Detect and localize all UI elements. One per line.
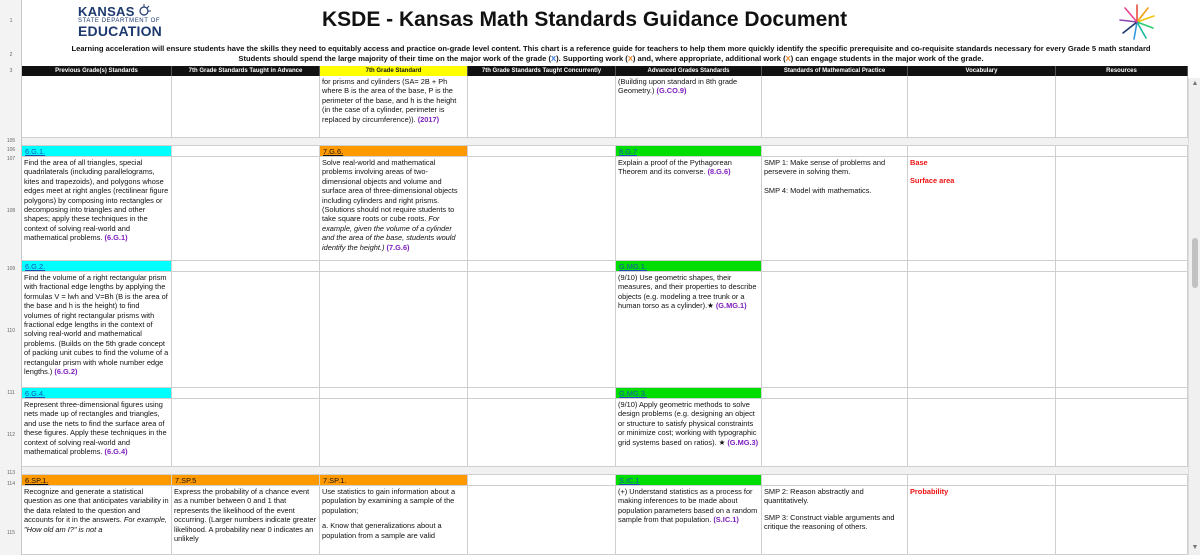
- column-header-smp[interactable]: Standards of Mathematical Practice: [762, 66, 908, 76]
- standard-text: for prisms and cylinders (SA= 2B + Ph where B is the area of the base, P is the perimeter of the base, and h is the height (in the case of a cylinder, perimeter is replaced by circumference)).: [322, 77, 457, 124]
- table-cell[interactable]: [320, 157, 468, 261]
- vertical-scrollbar[interactable]: [1188, 78, 1200, 555]
- table-cell[interactable]: [172, 261, 320, 272]
- spacer-row: [22, 138, 1188, 146]
- standard-tag[interactable]: 7.SP.5: [175, 476, 197, 485]
- table-cell[interactable]: [468, 76, 616, 138]
- scrollbar-thumb[interactable]: [1192, 238, 1198, 288]
- table-cell[interactable]: [22, 399, 172, 467]
- column-header-previous[interactable]: Previous Grade(s) Standards: [22, 66, 172, 76]
- standard-tag[interactable]: 6.G.1.: [25, 147, 46, 156]
- standard-tag[interactable]: 6.G.4.: [25, 389, 46, 398]
- standard-example: For example, given the volume of a cylinder and the area of the base, students would identify the height.): [322, 214, 456, 252]
- table-cell[interactable]: [320, 261, 468, 272]
- table-cell[interactable]: [468, 146, 616, 157]
- table-cell[interactable]: [1056, 157, 1188, 261]
- table-cell[interactable]: [320, 76, 468, 138]
- row-number[interactable]: 109: [6, 266, 16, 272]
- table-cell[interactable]: [616, 486, 762, 555]
- standard-code: (2017): [417, 114, 440, 124]
- table-cell[interactable]: [616, 146, 762, 157]
- table-cell[interactable]: [1056, 146, 1188, 157]
- intro-text: [22, 44, 1200, 66]
- table-cell[interactable]: [762, 388, 908, 399]
- table-cell[interactable]: [1056, 399, 1188, 467]
- table-cell[interactable]: [320, 399, 468, 467]
- row-number[interactable]: 110: [7, 328, 15, 334]
- vocab-term: Surface area: [910, 176, 955, 186]
- table-cell[interactable]: [762, 272, 908, 388]
- standard-tag[interactable]: 8.G.7: [619, 147, 638, 156]
- table-cell[interactable]: [908, 399, 1056, 467]
- table-cell[interactable]: [468, 486, 616, 555]
- table-cell[interactable]: [172, 272, 320, 388]
- logo-subtitle: STATE DEPARTMENT OF: [78, 18, 161, 24]
- standard-code: (G.MG.3): [727, 437, 759, 447]
- standard-text: Find the volume of a right rectangular prism with fractional edge lengths by applying the formulas V = lwh and V=Bh (B is the area of the base and h is the height) to find volumes of right rectangular prisms with fractional edge lengths in the context of solving real-world and mathematical problems. (Builds on the 5th grade concept of packing unit cubes to find the volume of a rectangular prism with whole number edge lengths.): [24, 273, 169, 377]
- table-cell[interactable]: [762, 486, 908, 555]
- standard-tag[interactable]: S.IC.1: [619, 476, 640, 485]
- table-cell[interactable]: [616, 399, 762, 467]
- standard-text: (9/10) Use geometric shapes, their measures, and their properties to describe objects (e.g. modeling a tree trunk or a human torso as a cylinder).★: [618, 273, 757, 311]
- table-cell[interactable]: [908, 272, 1056, 388]
- table-cell[interactable]: [320, 475, 468, 486]
- standard-tag[interactable]: 6.SP.1.: [25, 476, 49, 485]
- table-cell[interactable]: [22, 157, 172, 261]
- table-cell[interactable]: [320, 486, 468, 555]
- table-cell[interactable]: [616, 272, 762, 388]
- vocab-term: Base: [910, 158, 928, 167]
- table-cell[interactable]: [320, 388, 468, 399]
- intro-line-1: Learning acceleration will ensure students have the skills they need to equitably access and practice on-grade level content. This chart is a reference guide for teachers to help them more quickly identify the specific prerequisite and co-requisite standards necessary for every Grade 5 math standard: [71, 44, 1151, 53]
- starburst-icon: [1117, 2, 1157, 42]
- standard-text: (Building upon standard in 8th grade Geometry.): [618, 77, 738, 96]
- smp-item: SMP 3: Construct viable arguments and critique the reasoning of others.: [764, 512, 895, 532]
- table-cell[interactable]: [1056, 272, 1188, 388]
- standard-code: (6.G.4): [104, 447, 128, 457]
- standard-text: (9/10) Apply geometric methods to solve design problems (e.g. designing an object or structure to satisfy physical constraints or minimize cost; working with typographic grid systems based on ratios). ★: [618, 400, 757, 447]
- table-cell[interactable]: [616, 475, 762, 486]
- standard-tag[interactable]: 7.G.6.: [323, 147, 344, 156]
- column-header-taught-concurrently[interactable]: 7th Grade Standards Taught Concurrently: [468, 66, 616, 76]
- row-number[interactable]: 111: [7, 390, 15, 396]
- standard-text: Solve real-world and mathematical problems involving areas of two-dimensional objects and volume and surface area of three-dimensional objects including cylinders and right prisms. (Solutions should not require students to take square roots or cube roots.: [322, 158, 458, 224]
- table-cell[interactable]: [616, 261, 762, 272]
- table-cell[interactable]: [1056, 486, 1188, 555]
- table-cell[interactable]: [616, 157, 762, 261]
- row-number[interactable]: 113: [7, 470, 15, 476]
- standard-text: Find the area of all triangles, special quadrilaterals (including parallelograms, kites and trapezoids), and polygons whose edges meet at right angles (rectilinear figure polygons) by composing into rectangles or decomposing into triangles and other shapes; apply these techniques in the context of solving real-world and mathematical problems.: [24, 158, 169, 243]
- scroll-up-icon[interactable]: ▲: [1191, 80, 1199, 87]
- row-number-gutter: [0, 0, 22, 555]
- table-cell[interactable]: [172, 475, 320, 486]
- table-cell[interactable]: [468, 399, 616, 467]
- standard-text: Explain a proof of the Pythagorean Theorem and its converse.: [618, 158, 732, 177]
- table-cell[interactable]: [908, 146, 1056, 157]
- ksde-logo-icon: [78, 4, 168, 42]
- standard-code: (G.MG.1): [715, 301, 747, 311]
- table-cell[interactable]: [22, 475, 172, 486]
- scroll-down-icon[interactable]: ▼: [1191, 544, 1199, 551]
- table-cell[interactable]: [762, 76, 908, 138]
- table-cell[interactable]: [1056, 76, 1188, 138]
- standard-tag[interactable]: 7.SP.1.: [323, 476, 347, 485]
- standard-subitem: a. Know that generalizations about a population from a sample are valid: [322, 521, 442, 540]
- table-cell[interactable]: [22, 146, 172, 157]
- table-cell[interactable]: [320, 272, 468, 388]
- vocab-term: Probability: [910, 487, 949, 496]
- row-number[interactable]: 114: [7, 481, 15, 487]
- column-header-vocabulary[interactable]: Vocabulary: [908, 66, 1056, 76]
- row-number[interactable]: 106: [6, 147, 16, 153]
- table-cell[interactable]: [22, 261, 172, 272]
- table-cell[interactable]: [762, 399, 908, 467]
- standard-text: Express the probability of a chance event as a number between 0 and 1 that represents the likelihood of the event occurring. (Larger numbers indicate greater likelihood. A probability near 0 indicates an unlikely: [174, 487, 317, 544]
- table-cell[interactable]: [908, 388, 1056, 399]
- smp-item: SMP 1: Make sense of problems and persevere in solving them.: [764, 158, 886, 177]
- table-cell[interactable]: [468, 157, 616, 261]
- standard-text: Recognize and generate a statistical question as one that anticipates variability in the data related to the question and accounts for it in the answers.: [24, 487, 169, 525]
- table-cell[interactable]: [616, 388, 762, 399]
- standard-tag[interactable]: 6.G.2.: [25, 262, 46, 271]
- table-cell[interactable]: [908, 486, 1056, 555]
- spacer-row: [22, 467, 1188, 475]
- standard-code: (8.G.6): [707, 167, 731, 177]
- standard-code: (S.IC.1): [713, 515, 739, 525]
- column-header-taught-in-advance[interactable]: 7th Grade Standards Taught in Advance: [172, 66, 320, 76]
- column-header-resources[interactable]: Resources: [1056, 66, 1188, 76]
- intro-line-2: Students should spend the large majority of their time on the major work of the grade (X). Supporting work (X) and, where appropriate, additional work (X) can engage students in the major work of the grade.: [238, 54, 984, 63]
- standard-code: (6.G.2): [54, 367, 78, 377]
- table-cell[interactable]: [172, 388, 320, 399]
- column-header-7th-grade-standard[interactable]: 7th Grade Standard: [320, 66, 468, 76]
- standard-text: Represent three-dimensional figures using nets made up of rectangles and triangles, and use the nets to find the surface area of these figures. Apply these techniques in the context of solving real-world and mathematical problems.: [24, 400, 167, 457]
- table-cell[interactable]: [908, 261, 1056, 272]
- table-cell[interactable]: [762, 146, 908, 157]
- table-cell[interactable]: [172, 146, 320, 157]
- table-cell[interactable]: [468, 261, 616, 272]
- standard-code: (7.G.6): [386, 242, 410, 252]
- standard-tag[interactable]: G.MG.3.: [619, 389, 647, 398]
- column-header-advanced[interactable]: Advanced Grades Standards: [616, 66, 762, 76]
- table-cell[interactable]: [908, 157, 1056, 261]
- logo-title: KANSAS: [78, 4, 135, 19]
- standard-text: Use statistics to gain information about a population by examining a sample of the population;: [322, 487, 456, 515]
- row-number[interactable]: 2: [9, 52, 13, 58]
- table-cell[interactable]: [1056, 475, 1188, 486]
- page-title: KSDE - Kansas Math Standards Guidance Document: [322, 8, 848, 31]
- table-cell[interactable]: [1056, 388, 1188, 399]
- standard-code: (G.CO.9): [656, 86, 687, 96]
- table-cell[interactable]: [172, 399, 320, 467]
- table-cell[interactable]: [762, 157, 908, 261]
- smp-item: SMP 4: Model with mathematics.: [764, 185, 872, 195]
- table-cell[interactable]: [468, 272, 616, 388]
- table-cell[interactable]: [468, 388, 616, 399]
- logo-education: EDUCATION: [78, 23, 162, 39]
- table-cell[interactable]: [22, 272, 172, 388]
- row-number[interactable]: 3: [9, 68, 13, 74]
- table-cell[interactable]: [320, 146, 468, 157]
- standard-tag[interactable]: G.MG.1.: [619, 262, 647, 271]
- table-cell[interactable]: [22, 388, 172, 399]
- row-number[interactable]: 112: [7, 432, 15, 438]
- table-cell[interactable]: [616, 76, 762, 138]
- table-cell[interactable]: [908, 475, 1056, 486]
- standard-code: (6.G.1): [104, 233, 128, 243]
- table-cell[interactable]: [1056, 261, 1188, 272]
- standard-example: For example, "How old am I?" is not a: [24, 515, 167, 534]
- row-number[interactable]: 107: [6, 156, 16, 162]
- row-number[interactable]: 105: [6, 138, 16, 144]
- table-cell[interactable]: [172, 486, 320, 555]
- table-cell[interactable]: [762, 261, 908, 272]
- table-cell[interactable]: [22, 76, 172, 138]
- row-number[interactable]: 115: [7, 530, 15, 536]
- row-number[interactable]: 108: [6, 208, 16, 214]
- document-header: [22, 0, 1200, 44]
- row-number[interactable]: 1: [9, 18, 13, 24]
- table-cell[interactable]: [22, 486, 172, 555]
- standard-text: (+) Understand statistics as a process for making inferences to be made about population parameters based on a random sample from that population.: [618, 487, 758, 525]
- smp-item: SMP 2: Reason abstractly and quantitatively.: [764, 487, 864, 506]
- table-cell[interactable]: [172, 76, 320, 138]
- table-cell[interactable]: [908, 76, 1056, 138]
- logo-sunflower-icon: [136, 4, 166, 18]
- table-cell[interactable]: [468, 475, 616, 486]
- table-cell[interactable]: [762, 475, 908, 486]
- table-cell[interactable]: [172, 157, 320, 261]
